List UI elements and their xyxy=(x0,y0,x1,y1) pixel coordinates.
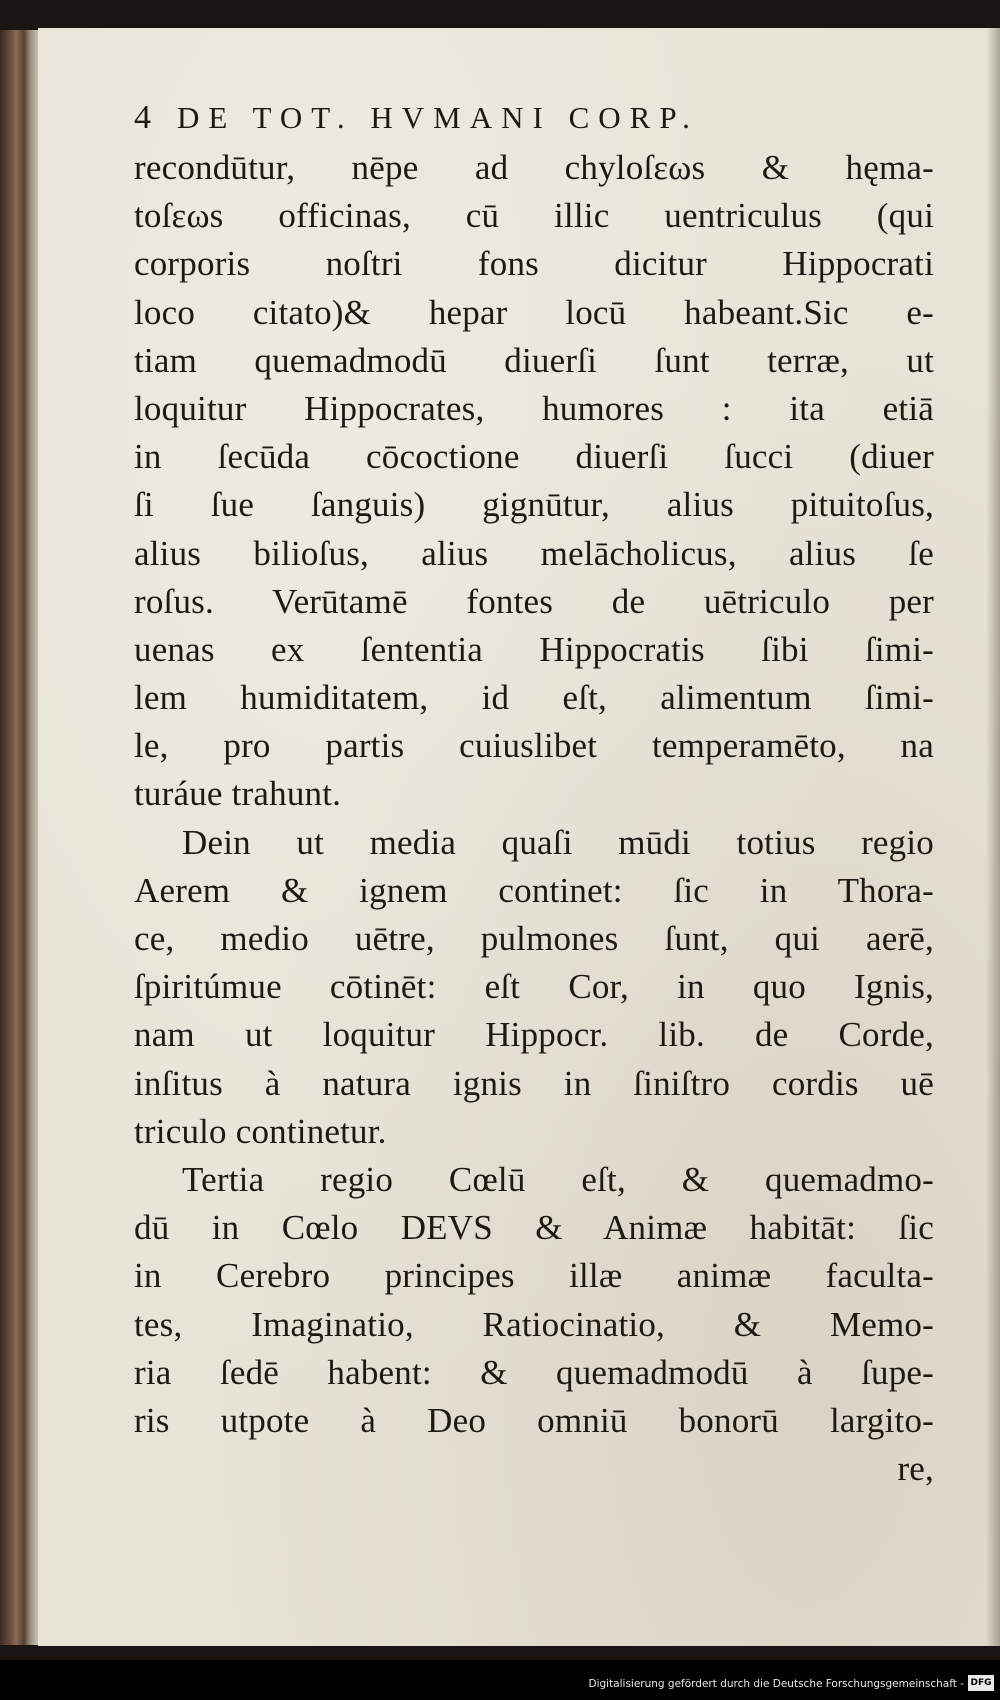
text-line: roſus. Verūtamē fontes de uētriculo per xyxy=(134,581,934,621)
text-line: ſpiritúmue cōtinēt: eſt Cor, in quo Ignis, xyxy=(134,967,934,1007)
text-line: uenas ex ſententia Hippocratis ſibi ſimi- xyxy=(134,629,934,669)
text-line: lem humiditatem, id eſt, alimentum ſimi- xyxy=(134,678,934,718)
text-line: turáue trahunt. xyxy=(134,774,342,814)
binding-edge xyxy=(0,30,38,1645)
text-line: ria ſedē habent: & quemadmodū à ſupe- xyxy=(134,1352,934,1392)
text-line: loquitur Hippocrates, humores : ita etiā xyxy=(134,388,934,428)
text-line: alius bilioſus, alius melācholicus, alius ſe xyxy=(134,533,934,573)
text-line: tiam quemadmodū diuerſi ſunt terræ, ut xyxy=(134,340,934,380)
text-line: in ſecūda cōcoctione diuerſi ſucci (diuer xyxy=(134,437,934,477)
page-number: 4 xyxy=(134,99,151,136)
text-line: nam ut loquitur Hippocr. lib. de Corde, xyxy=(134,1015,934,1055)
page-shadow xyxy=(986,28,1000,1646)
text-line: triculo continetur. xyxy=(134,1111,387,1151)
text-line: inſitus à natura ignis in ſiniſtro cordis uē xyxy=(134,1063,934,1103)
catchword: re, xyxy=(897,1449,934,1489)
text-line: in Cerebro principes illæ animæ faculta- xyxy=(134,1256,934,1296)
text-line: toſεωs officinas, cū illic uentriculus (qui xyxy=(134,196,934,236)
running-head-title: DE TOT. HVMANI CORP. xyxy=(177,100,699,135)
text-line: Dein ut media quaſi mūdi totius regio xyxy=(182,822,934,862)
text-line: Aerem & ignem continet: ſic in Thora- xyxy=(134,870,934,910)
text-block xyxy=(134,92,934,1493)
text-line: recondūtur, nēpe ad chyloſεωs & hęma- xyxy=(134,148,934,187)
text-line: ris utpote à Deo omniū bonorū largito- xyxy=(134,1400,934,1440)
text-line: ſi ſue ſanguis) gignūtur, alius pituitoſus, xyxy=(134,485,934,525)
digitization-credit: Digitalisierung gefördert durch die Deutsche Forschungsgemeinschaft - xyxy=(588,1678,964,1690)
text-line: ce, medio uētre, pulmones ſunt, qui aerē, xyxy=(134,919,934,958)
dfg-logo: DFG xyxy=(968,1675,994,1691)
text-line: dū in Cœlo DEVS & Animæ habitāt: ſic xyxy=(134,1208,934,1248)
text-line: loco citato)& hepar locū habeant.Sic e- xyxy=(134,292,934,332)
text-line: le, pro partis cuiuslibet temperamēto, na xyxy=(134,726,934,766)
running-head xyxy=(134,92,934,144)
text-line: corporis noſtri fons dicitur Hippocrati xyxy=(134,244,934,284)
text-line: tes, Imaginatio, Ratiocinatio, & Memo- xyxy=(134,1304,934,1344)
text-line: Tertia regio Cœlū eſt, & quemadmo- xyxy=(182,1159,934,1199)
footer-bar xyxy=(0,1660,1000,1700)
